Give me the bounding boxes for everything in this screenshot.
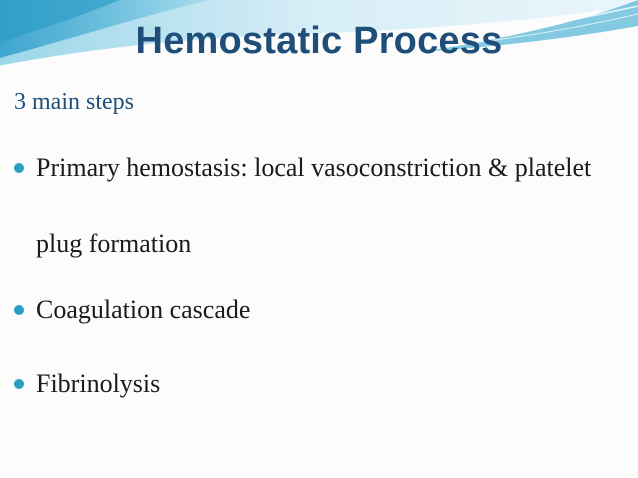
bullet-item [14, 366, 624, 402]
bullet-marker-icon [14, 305, 24, 315]
slide-title: Hemostatic Process [135, 20, 503, 62]
slide-subtitle: 3 main steps [14, 89, 134, 115]
bullet-text: Coagulation cascade [36, 295, 251, 324]
bullet-marker-icon [14, 163, 24, 173]
bullet-item [14, 292, 624, 328]
bullet-text: Primary hemostasis: local vasoconstriction & platelet plug formation [36, 153, 592, 258]
bullet-marker-icon [14, 379, 24, 389]
bullet-item [14, 150, 624, 282]
bullet-text: Fibrinolysis [36, 369, 161, 398]
